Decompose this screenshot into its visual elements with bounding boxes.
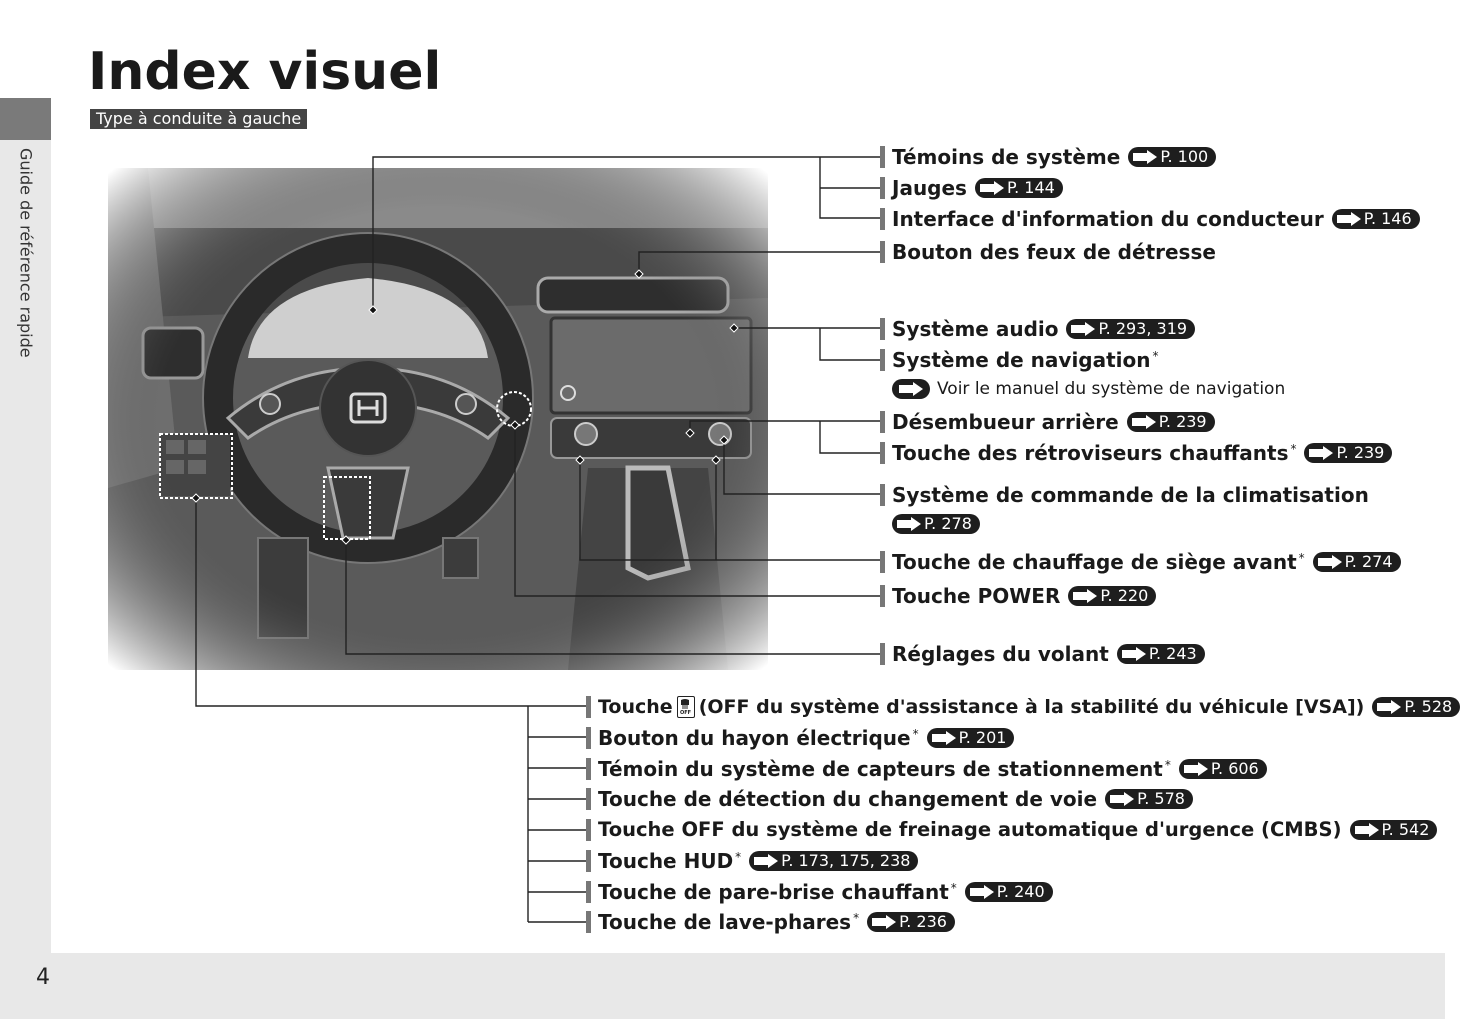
label-systeme-navigation — [880, 347, 1159, 373]
arrow-right-icon — [1070, 322, 1096, 336]
label-retroviseurs-chauffants — [880, 440, 1392, 466]
label-bar — [880, 241, 885, 263]
page-ref-link[interactable]: P. 542 — [1350, 820, 1438, 840]
label-text: Système de navigation — [892, 348, 1151, 372]
arrow-right-icon — [979, 181, 1005, 195]
optional-star: * — [1290, 442, 1297, 456]
label-text: Touche des rétroviseurs chauffants — [892, 441, 1289, 465]
svg-text:OFF: OFF — [679, 710, 691, 716]
label-text: Système audio — [892, 317, 1059, 341]
arrow-right-icon — [1376, 700, 1402, 714]
label-text: Désembueur arrière — [892, 410, 1119, 434]
label-bar — [880, 318, 885, 340]
label-feux-detresse — [880, 239, 1216, 265]
label-reglages-volant — [880, 641, 1205, 667]
page-ref-link[interactable]: P. 173, 175, 238 — [749, 851, 918, 871]
label-capteurs-stationnement — [586, 756, 1267, 782]
page-ref-link[interactable]: P. 144 — [975, 178, 1063, 198]
arrow-right-icon — [1354, 823, 1380, 837]
page-ref-link[interactable]: P. 239 — [1127, 412, 1215, 432]
label-bar — [880, 177, 885, 199]
arrow-right-icon — [1072, 589, 1098, 603]
label-text: Touche de lave-phares — [598, 910, 852, 934]
label-text: Bouton du hayon électrique — [598, 726, 911, 750]
page-ref-link[interactable]: P. 220 — [1068, 586, 1156, 606]
label-text: Réglages du volant — [892, 642, 1109, 666]
label-touche-power — [880, 583, 1156, 609]
label-hayon-electrique — [586, 725, 1014, 751]
label-changement-voie — [586, 786, 1193, 812]
page-ref-link[interactable]: P. 274 — [1313, 552, 1401, 572]
label-interface-conducteur — [880, 206, 1420, 232]
arrow-right-icon — [896, 517, 922, 531]
label-temoins-systeme — [880, 144, 1216, 170]
optional-star: * — [1298, 551, 1305, 565]
label-text: Touche de chauffage de siège avant — [892, 550, 1297, 574]
label-vsa-off — [586, 694, 1460, 720]
page-ref-link[interactable]: P. 528 — [1372, 697, 1460, 717]
label-bar — [586, 819, 591, 841]
label-bar — [880, 208, 885, 230]
label-climatisation-ref — [884, 511, 980, 537]
label-chauffage-siege — [880, 549, 1401, 575]
page-ref-link[interactable]: P. 146 — [1332, 209, 1420, 229]
label-bar — [880, 442, 885, 464]
label-cmbs-off — [586, 817, 1437, 843]
label-lave-phares — [586, 909, 955, 935]
label-bar — [880, 643, 885, 665]
label-text: Système de commande de la climatisation — [892, 483, 1369, 507]
arrow-right-icon — [931, 731, 957, 745]
label-desembueur-arriere — [880, 409, 1215, 435]
label-bar — [880, 484, 885, 506]
arrow-right-icon — [1183, 762, 1209, 776]
optional-star: * — [1152, 349, 1159, 363]
page-ref-link[interactable]: P. 201 — [927, 728, 1015, 748]
label-bar — [586, 850, 591, 872]
label-text: Témoin du système de capteurs de stationnement — [598, 757, 1163, 781]
arrow-right-icon — [1317, 555, 1343, 569]
label-bar — [586, 758, 591, 780]
label-bar — [880, 585, 885, 607]
page-ref-link[interactable]: P. 578 — [1105, 789, 1193, 809]
label-bar — [586, 696, 591, 718]
nav-note — [892, 377, 1285, 401]
optional-star: * — [1164, 758, 1171, 772]
arrow-right-icon — [1121, 647, 1147, 661]
page-ref-link[interactable]: P. 278 — [892, 514, 980, 534]
nav-ref-link[interactable] — [892, 379, 930, 399]
subtitle-badge: Type à conduite à gauche — [90, 109, 307, 129]
vsa-off-icon — [677, 696, 695, 718]
label-bar — [880, 411, 885, 433]
arrow-right-icon — [1132, 150, 1158, 164]
arrow-right-icon — [871, 915, 897, 929]
label-bar — [880, 551, 885, 573]
arrow-right-icon — [1336, 212, 1362, 226]
optional-star: * — [950, 881, 957, 895]
arrow-right-icon — [1308, 446, 1334, 460]
label-text: (OFF du système d'assistance à la stabilité du véhicule [VSA]) — [698, 696, 1365, 718]
page-number: 4 — [36, 965, 50, 990]
label-climatisation — [880, 482, 1369, 508]
label-text: Témoins de système — [892, 145, 1121, 169]
label-jauges — [880, 175, 1063, 201]
label-text: Touche POWER — [892, 584, 1061, 608]
page-ref-link[interactable]: P. 243 — [1117, 644, 1205, 664]
arrow-right-icon — [898, 382, 924, 396]
page-ref-link[interactable]: P. 240 — [965, 882, 1053, 902]
label-text: Touche HUD — [598, 849, 734, 873]
label-bar — [586, 727, 591, 749]
label-systeme-audio — [880, 316, 1195, 342]
arrow-right-icon — [1131, 415, 1157, 429]
label-touche-hud — [586, 848, 918, 874]
nav-note-text: Voir le manuel du système de navigation — [937, 379, 1286, 399]
page-title: Index visuel — [88, 42, 442, 102]
label-bar — [880, 349, 885, 371]
optional-star: * — [735, 850, 742, 864]
label-bar — [880, 146, 885, 168]
optional-star: * — [853, 911, 860, 925]
label-bar — [586, 911, 591, 933]
label-text: Touche de pare-brise chauffant — [598, 880, 949, 904]
label-text: Interface d'information du conducteur — [892, 207, 1324, 231]
arrow-right-icon — [1109, 792, 1135, 806]
page-ref-link[interactable]: P. 236 — [867, 912, 955, 932]
page-ref-link[interactable]: P. 293, 319 — [1066, 319, 1195, 339]
page-ref-link[interactable]: P. 100 — [1128, 147, 1216, 167]
page-ref-link[interactable]: P. 239 — [1304, 443, 1392, 463]
page-ref-link[interactable]: P. 606 — [1179, 759, 1267, 779]
arrow-right-icon — [969, 885, 995, 899]
label-text: Bouton des feux de détresse — [892, 240, 1216, 264]
label-text: Jauges — [892, 176, 967, 200]
label-text: Touche de détection du changement de voie — [598, 787, 1098, 811]
optional-star: * — [912, 727, 919, 741]
label-pare-brise-chauffant — [586, 879, 1053, 905]
label-bar — [586, 788, 591, 810]
side-tab-label: Guide de référence rapide — [16, 148, 36, 358]
label-text: Touche OFF du système de freinage automatique d'urgence (CMBS) — [598, 818, 1342, 841]
arrow-right-icon — [753, 854, 779, 868]
label-prefix: Touche — [598, 696, 673, 718]
label-bar — [586, 881, 591, 903]
